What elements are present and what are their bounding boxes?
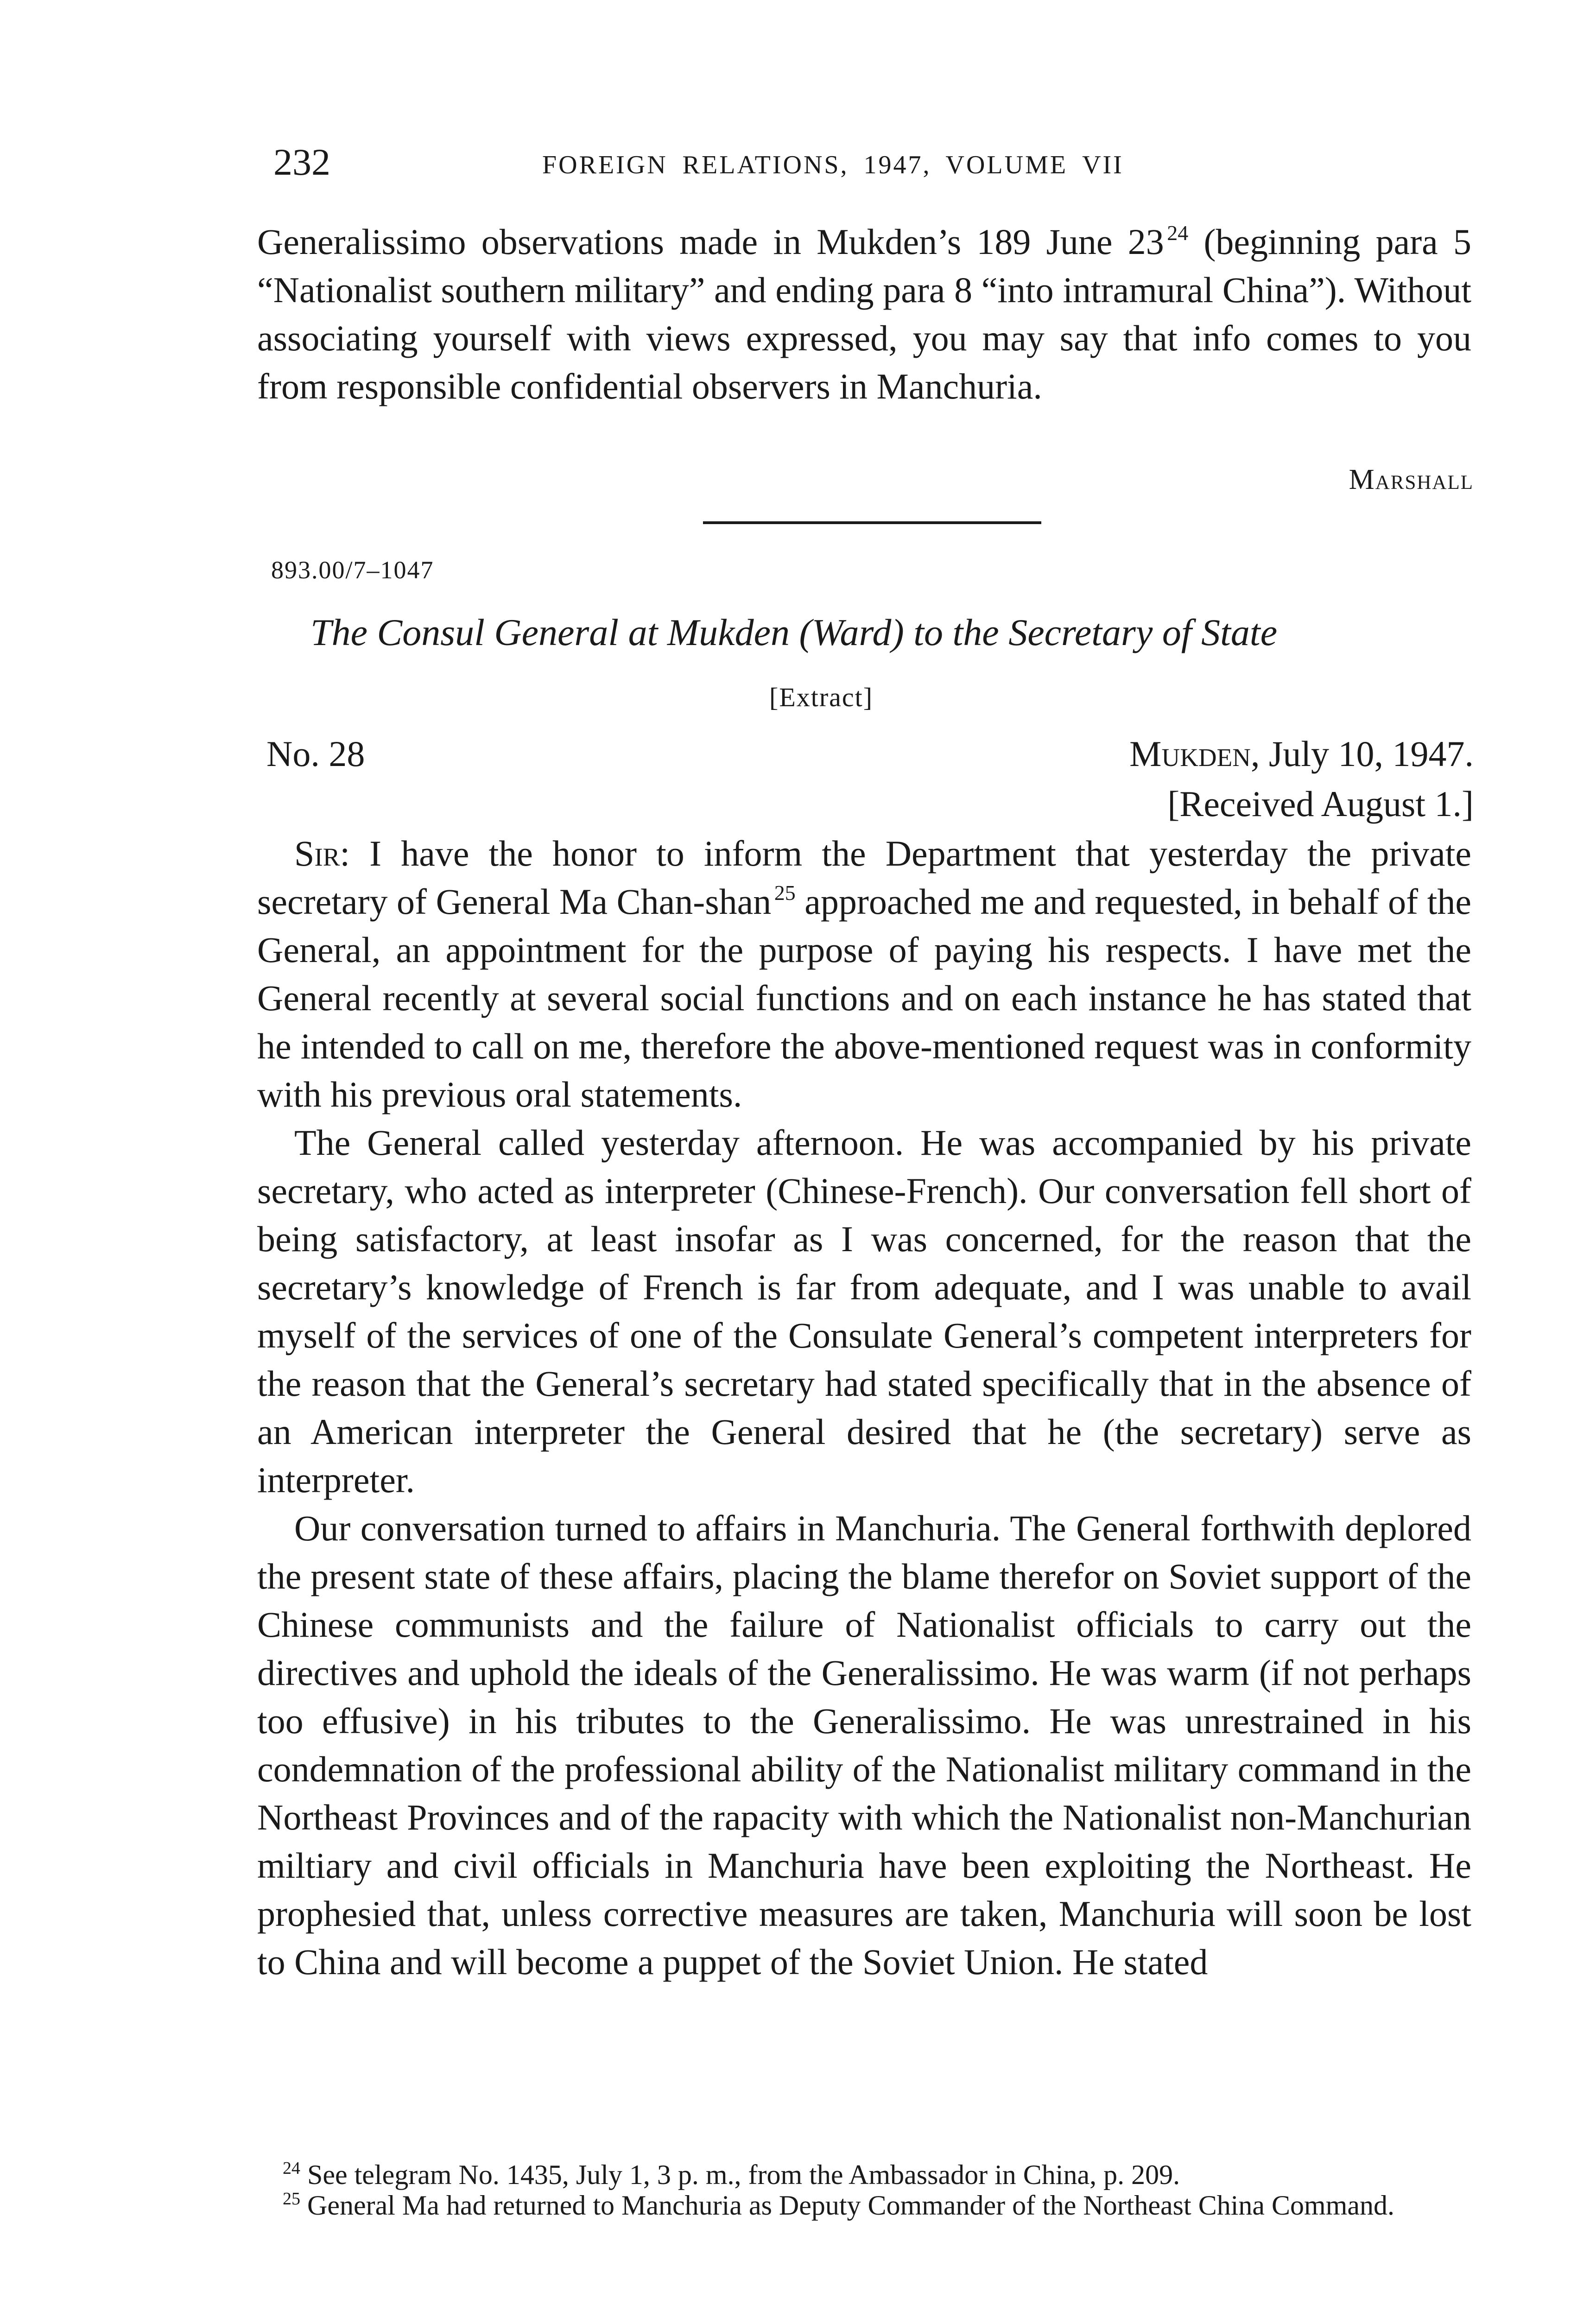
page-number: 232 [273, 141, 330, 183]
footnote-text: See telegram No. 1435, July 1, 3 p. m., from the Ambassador in China, p. 209. [300, 2159, 1180, 2190]
heading-ward: Ward [811, 611, 892, 653]
footnote-ref-25: 25 [774, 881, 796, 905]
footnote-number: 24 [283, 2159, 300, 2178]
opening-paragraph-block [257, 218, 1471, 411]
body-paragraph-2: The General called yesterday afternoon. He was accompanied by his private secretary, who acted as interpreter (Chinese-French). Our conversation fell short of being satisfactory, at least insofar as I was concerned, for the reason that the secretary’s knowledge of French is far from adequate, and I was unable to avail myself of the services of one of the Consulate General’s competent interpreters for the reason that the General’s secretary had stated specifically that in the absence of an American interpreter the General desired that he (the secretary) serve as interpreter. [257, 1122, 1471, 1500]
footnote-24 [257, 2159, 1476, 2190]
letter-body [257, 829, 1471, 1986]
document-heading [310, 607, 1469, 658]
footnote-ref-24: 24 [1167, 221, 1189, 245]
body-paragraph-1 [257, 829, 1471, 1119]
p1-text-end: approached me and requested, in behalf of the General, an appointment for the purpose of paying his respects. I have met the General recently at several social functions and on each instance he has stated that he intended to call on me, therefore the above-mentioned request was in conformity with his previous oral statements. [257, 881, 1471, 1114]
received-date: [Received August 1.] [1167, 784, 1474, 824]
heading-end: ) to the Secretary of State [891, 611, 1278, 653]
dispatch-number: No. 28 [266, 734, 365, 774]
section-divider [703, 521, 1041, 524]
p1-text-start: : I have the honor to inform the Department that yesterday the private secretary of General Ma Chan-shan [257, 833, 1471, 922]
extract-label: [Extract] [769, 682, 874, 712]
running-head [273, 139, 1478, 190]
opening-paragraph [257, 218, 1471, 411]
dateline-date: , July 10, 1947. [1250, 734, 1474, 774]
footnote-number: 25 [283, 2189, 300, 2209]
salutation: Sir [294, 833, 340, 874]
footnote-25 [257, 2190, 1476, 2221]
footnote-text: General Ma had returned to Manchuria as Deputy Commander of the Northeast China Command. [300, 2190, 1395, 2221]
body-paragraph-3: Our conversation turned to affairs in Manchuria. The General forthwith deplored the present state of these affairs, placing the blame therefor on Soviet support of the Chinese communists and the failure of Nationalist officials to carry out the directives and uphold the ideals of the Generalissimo. He was warm (if not perhaps too effusive) in his tributes to the Generalissimo. He was unrestrained in his condemnation of the professional ability of the Nationalist military command in the Northeast Provinces and of the rapacity with which the Nationalist non-Manchurian miltiary and civil officials in Manchuria have been exploiting the Northeast. He prophesied that, unless corrective measures are taken, Manchuria will soon be lost to China and will become a puppet of the Soviet Union. He stated [257, 1508, 1471, 1982]
dateline-place: Mukden [1129, 734, 1251, 774]
opening-text-start: Generalissimo observations made in Mukden’s 189 June 23 [257, 222, 1164, 262]
journal-title: FOREIGN RELATIONS, 1947, VOLUME VII [542, 151, 1124, 179]
opening-text-end: (beginning para 5 “Nationalist southern military” and ending para 8 “into intramural China”). Without associating yourself with views expressed, you may say that info comes to you from responsible confidential observers in Manchuria. [257, 222, 1471, 406]
file-number: 893.00/7–1047 [271, 556, 434, 584]
heading-start: The Consul General at Mukden ( [310, 611, 812, 653]
dateline [257, 730, 1474, 778]
footnotes [257, 2159, 1476, 2221]
signature: Marshall [1349, 464, 1474, 495]
